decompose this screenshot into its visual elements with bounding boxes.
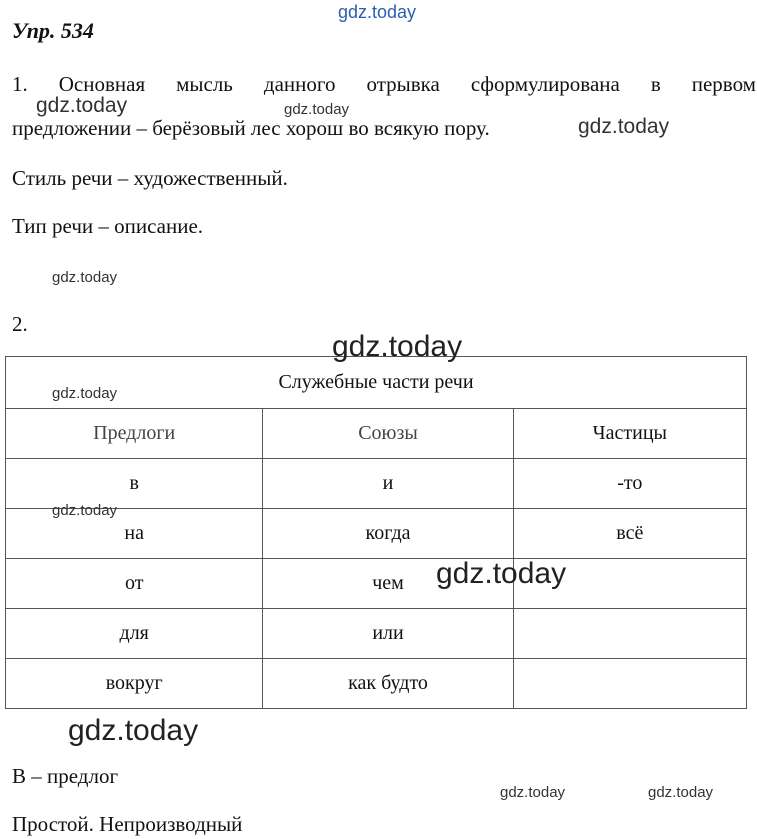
table-cell: [513, 659, 746, 709]
column-header-prepositions: Предлоги: [6, 409, 263, 459]
word: мысль: [176, 72, 233, 96]
style-line: Стиль речи – художественный.: [12, 166, 288, 190]
column-header-conjunctions: Союзы: [263, 409, 513, 459]
watermark: gdz.today: [52, 385, 118, 402]
table-cell: или: [263, 609, 513, 659]
table-row: [6, 609, 747, 659]
table-cell: вокруг: [6, 659, 263, 709]
watermark: gdz.today: [338, 2, 417, 22]
table-cell: -то: [513, 459, 746, 509]
watermark: gdz.today: [36, 94, 128, 117]
word: сформулирована: [470, 72, 620, 96]
watermark: gdz.today: [68, 714, 199, 747]
word: Основная: [58, 72, 146, 96]
watermark: gdz.today: [648, 784, 714, 801]
watermark: gdz.today: [500, 784, 566, 801]
item-2-number: 2.: [12, 312, 28, 336]
table-cell: всё: [513, 509, 746, 559]
table-row: [6, 559, 747, 609]
word: в: [650, 72, 661, 96]
table-header: Служебные части речи: [6, 357, 747, 409]
classification-line: Простой. Непроизводный: [12, 812, 243, 836]
table-row: [6, 659, 747, 709]
table-cell: когда: [263, 509, 513, 559]
preposition-line: В – предлог: [12, 764, 119, 788]
table-column-headers: [6, 409, 747, 459]
watermark: gdz.today: [332, 330, 463, 363]
function-words-table: [5, 356, 747, 709]
table-row: [6, 459, 747, 509]
table-cell: для: [6, 609, 263, 659]
watermark: gdz.today: [52, 502, 118, 519]
watermark: gdz.today: [284, 101, 350, 118]
table-cell: в: [6, 459, 263, 509]
table-cell: [513, 609, 746, 659]
paragraph-1-line-2: предложении – берёзовый лес хорош во всякую пору.: [12, 116, 490, 140]
table-cell: как будто: [263, 659, 513, 709]
word: данного: [263, 72, 336, 96]
table-cell: от: [6, 559, 263, 609]
table-cell: чем: [263, 559, 513, 609]
exercise-title: Упр. 534: [12, 18, 94, 43]
word: отрывка: [366, 72, 440, 96]
word: первом: [691, 72, 756, 96]
word: 1.: [12, 72, 28, 96]
watermark: gdz.today: [52, 269, 118, 286]
watermark: gdz.today: [578, 115, 670, 138]
column-header-particles: Частицы: [513, 409, 746, 459]
watermark: gdz.today: [436, 557, 567, 590]
table-cell: и: [263, 459, 513, 509]
type-line: Тип речи – описание.: [12, 214, 204, 238]
table-cell: на: [6, 509, 263, 559]
